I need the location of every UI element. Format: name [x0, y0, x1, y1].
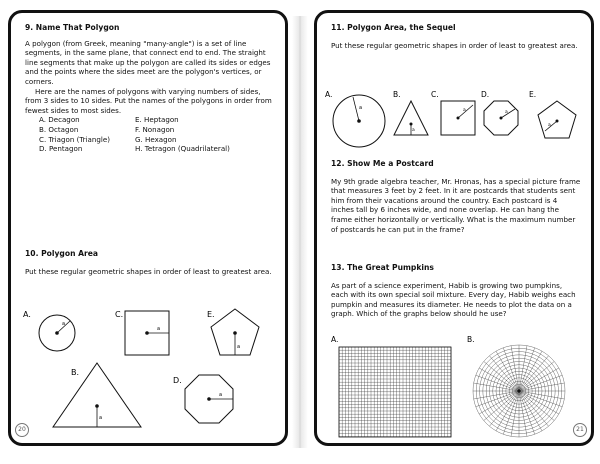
octagon-shape: [185, 375, 233, 423]
dim-label: a: [62, 321, 66, 327]
dim-label: a: [463, 108, 466, 113]
q9-option: A. Decagon: [39, 115, 80, 125]
page-number: 20: [15, 423, 29, 437]
page-number: 21: [573, 423, 587, 437]
q9-paragraph-2: Here are the names of polygons with varying numbers of sides, from 3 sides to 10 sides. Put the names of the polygons in order from fewest sides to most sides.: [25, 86, 272, 115]
q9-paragraph-1: A polygon (from Greek, meaning "many-angle") is a set of line segments, in the same plane, that connect end to end. The straight line segments that make up the polygon are called its sides or edges and the points where the sides meet are the polygon's vertices, or corners.: [25, 38, 271, 86]
question-9: [25, 23, 275, 154]
dim-label: a: [505, 110, 508, 115]
pentagon-shape: [538, 101, 576, 138]
question-10: [25, 249, 275, 276]
q10-title: 10. Polygon Area: [25, 249, 99, 258]
q11-title: 11. Polygon Area, the Sequel: [331, 23, 456, 32]
shape-label-b: B.: [71, 368, 80, 377]
q9-option: H. Tetragon (Quadrilateral): [135, 144, 230, 154]
question-11: [331, 23, 581, 50]
q10-text: Put these regular geometric shapes in order of least to greatest area.: [25, 266, 272, 276]
polar-grid-graph: [473, 345, 565, 437]
square-shape: [125, 311, 169, 355]
q12-text: My 9th grade algebra teacher, Mr. Hronas, has a special picture frame that measures 3 feet by 2 feet. In it are postcards that students sent him from their vacations around the country. Each postcard is 4 inches tall by 6 inches wide, and none overlap. He can hang the frame either horizontally or vertically. What is the maximum number of postcards he can put in the frame?: [331, 176, 581, 234]
dim-label: a: [157, 326, 161, 332]
dim-label: a: [548, 123, 551, 128]
q13-title: 13. The Great Pumpkins: [331, 263, 434, 272]
book-binding: [292, 16, 308, 448]
q9-option: E. Heptagon: [135, 115, 179, 125]
shape-label-a: A.: [23, 310, 31, 319]
shape-label-b: B.: [393, 90, 401, 99]
q9-options: [39, 115, 275, 153]
q9-option: D. Pentagon: [39, 144, 83, 154]
q9-title: 9. Name That Polygon: [25, 23, 120, 32]
q11-text: Put these regular geometric shapes in order of least to greatest area.: [331, 40, 578, 50]
dim-label: a: [219, 392, 223, 398]
triangle-shape: [53, 363, 141, 427]
dim-label: a: [359, 105, 363, 111]
shape-label-c: C.: [431, 90, 439, 99]
q12-title: 12. Show Me a Postcard: [331, 159, 434, 168]
shape-label-e: E.: [207, 310, 215, 319]
shape-label-e: E.: [529, 90, 537, 99]
dim-label: a: [99, 415, 103, 421]
graph-label-a: A.: [331, 335, 339, 344]
triangle-shape: [394, 101, 428, 135]
circle-shape: [39, 315, 75, 351]
graph-label-b: B.: [467, 335, 475, 344]
q13-graph-options: [317, 335, 597, 445]
q9-option: F. Nonagon: [135, 124, 175, 134]
shape-label-c: C.: [115, 310, 124, 319]
octagon-shape: [484, 101, 518, 135]
q13-text: As part of a science experiment, Habib is growing two pumpkins, each with its own special soil mixture. Every day, Habib weighs each pumpkin and measures its diameter. He needs to plot the data on a graph. Which of the graphs below should he use?: [331, 280, 576, 319]
left-page: [8, 10, 288, 446]
question-13: [331, 263, 581, 319]
shape-label-d: D.: [173, 376, 182, 385]
question-12: [331, 159, 581, 234]
shape-label-d: D.: [481, 90, 490, 99]
shape-label-a: A.: [325, 90, 333, 99]
q10-shapes: [11, 297, 291, 447]
q11-shapes: [317, 83, 597, 153]
dim-label: a: [412, 128, 415, 133]
circle-shape: [333, 95, 385, 147]
dim-label: a: [237, 344, 241, 350]
q9-option: G. Hexagon: [135, 134, 177, 144]
square-shape: [441, 101, 475, 135]
pentagon-shape: [211, 309, 259, 355]
q9-option: C. Triagon (Triangle): [39, 134, 110, 144]
rectangular-grid-graph: [339, 347, 451, 437]
q9-option: B. Octagon: [39, 124, 79, 134]
right-page: [314, 10, 594, 446]
